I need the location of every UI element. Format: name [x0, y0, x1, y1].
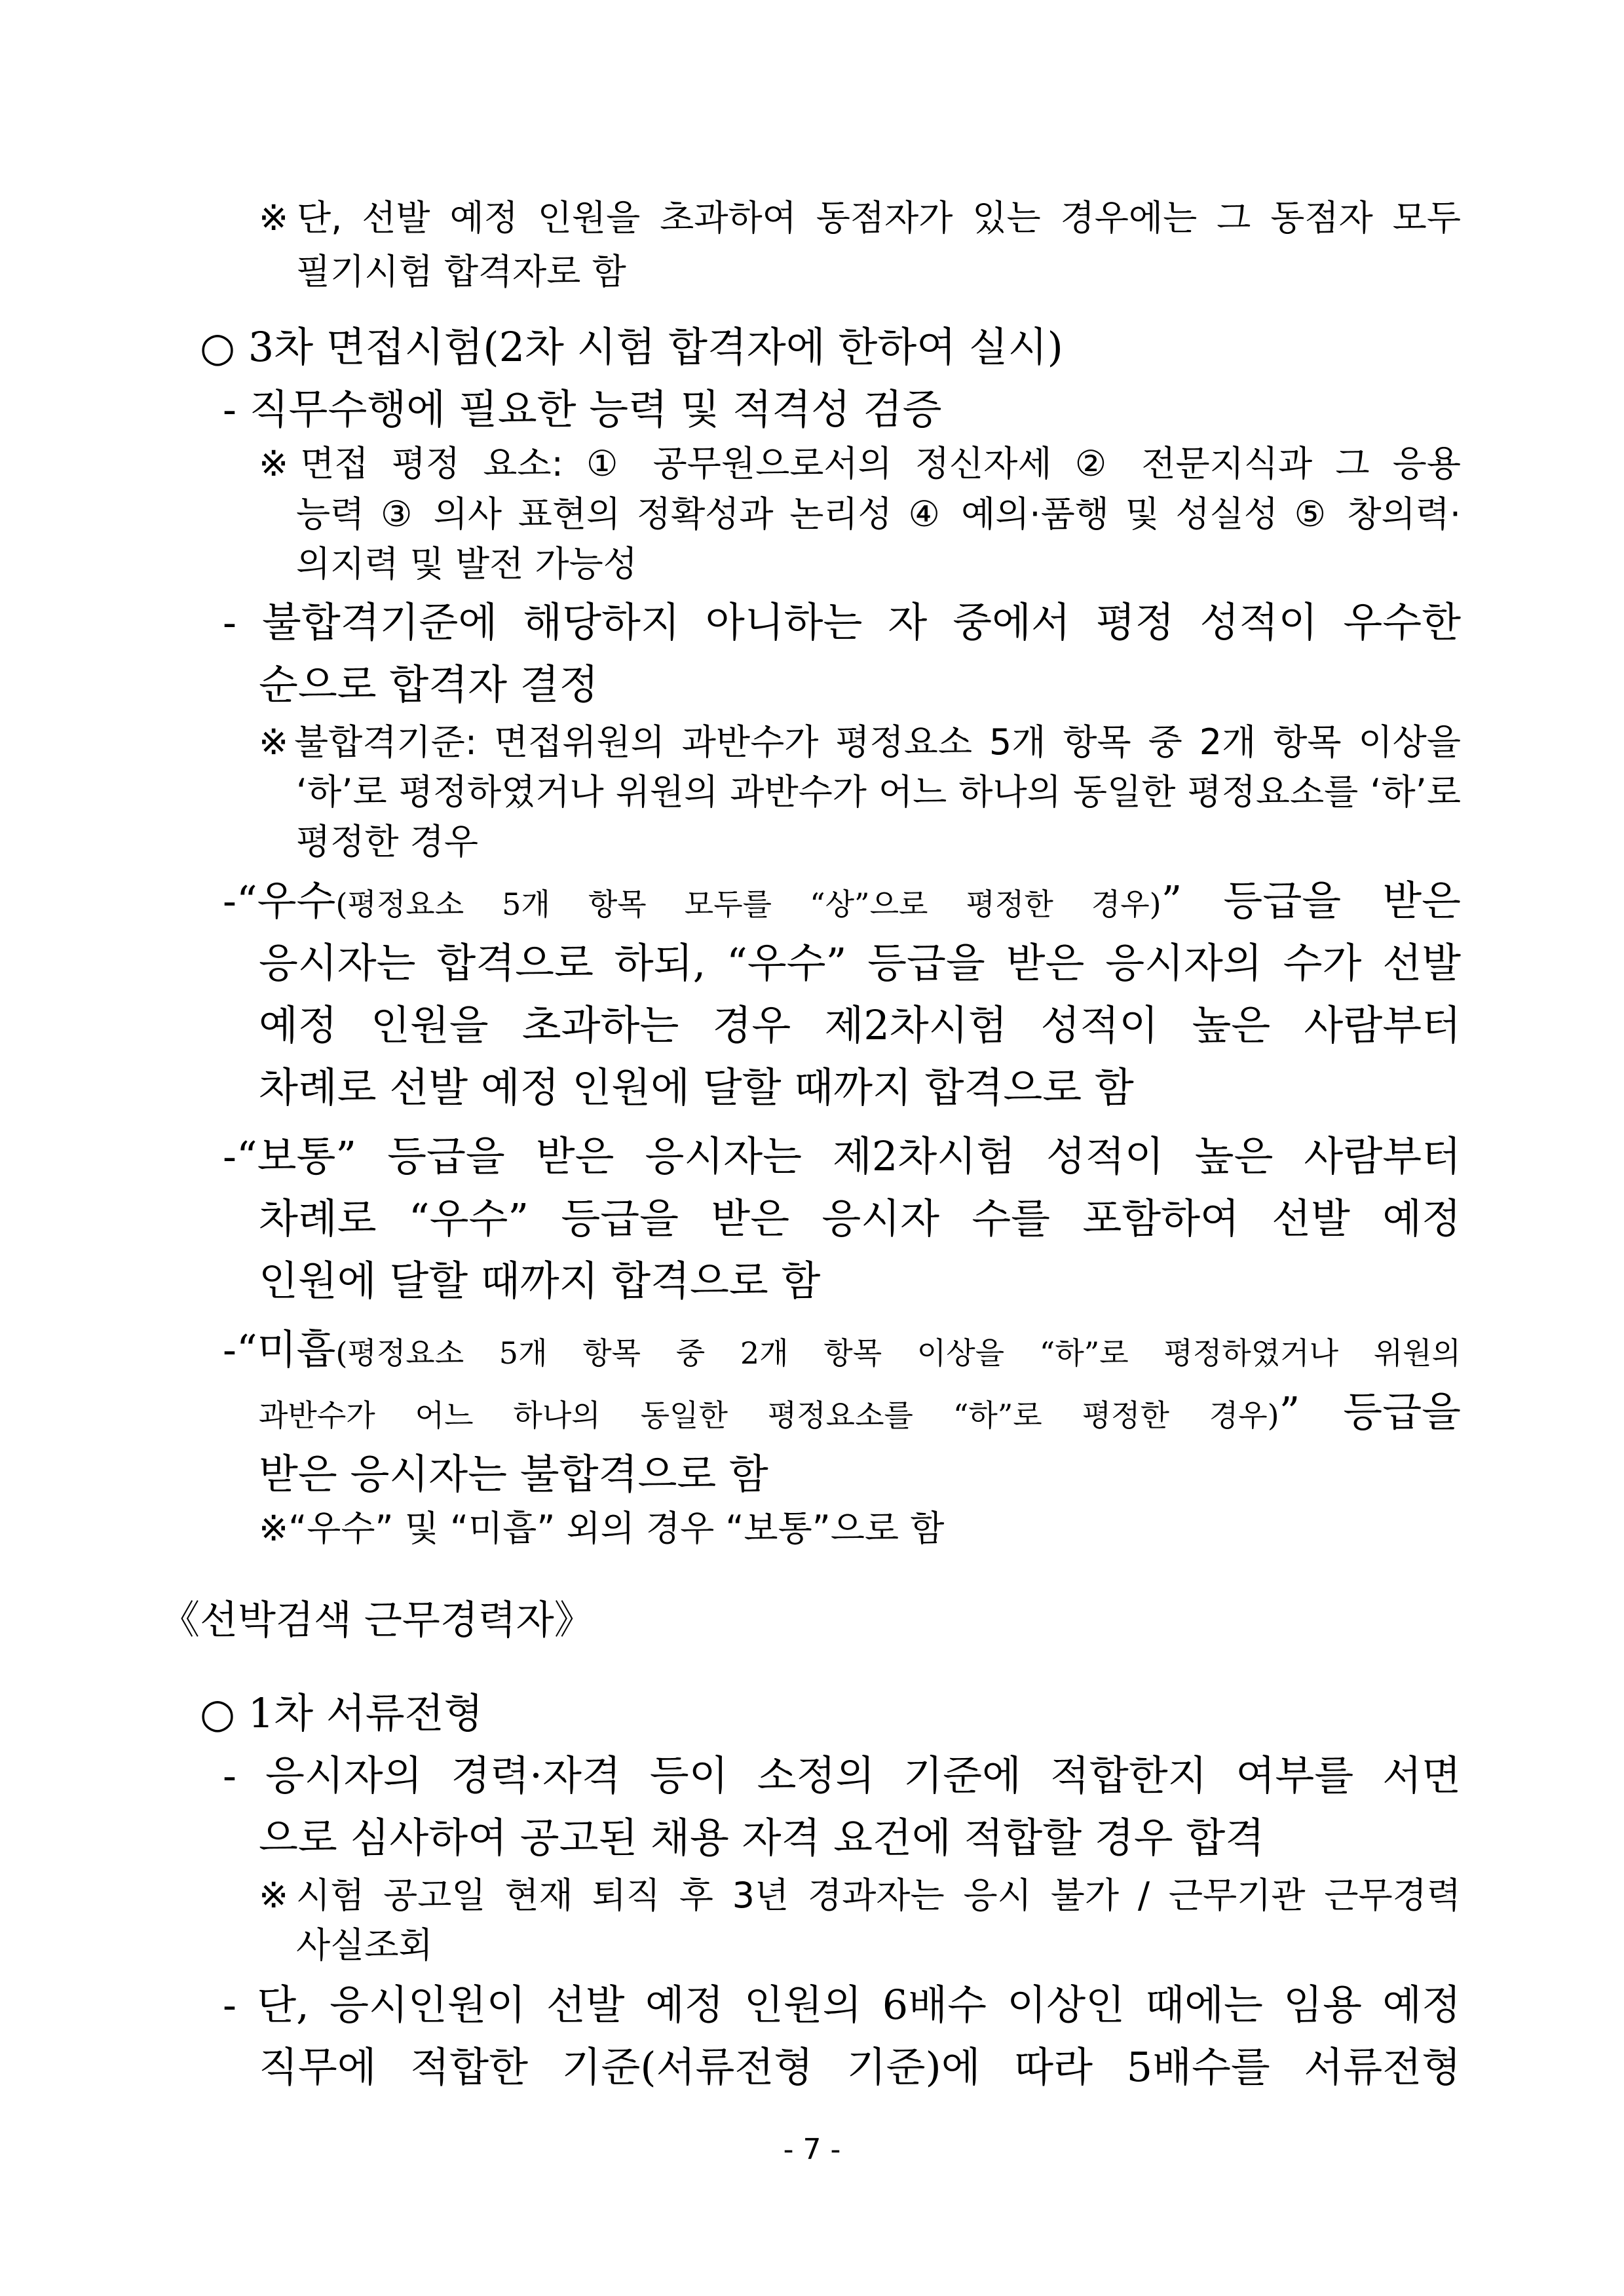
bullet-applicant-multiple: - 단, 응시인원이 선발 예정 인원의 6배수 이상인 때에는 임용 예정 — [223, 1981, 1461, 2029]
heading-document-screening: ○ 1차 서류전형 — [200, 1689, 483, 1737]
bullet-document-review-cont: 으로 심사하여 공고된 채용 자격 요건에 적합할 경우 합격 — [259, 1814, 1265, 1862]
note-interview-criteria-cont2: 의지력 및 발전 가능성 — [296, 543, 637, 584]
bullet-poor-grade-paren: (평정요소 5개 항목 중 2개 항목 이상을 “하”로 평정하였거나 위원의 — [335, 1335, 1461, 1371]
bullet-excellent-grade-lead: -“우수 — [223, 877, 336, 925]
bullet-poor-grade-cont1-paren: 과반수가 어느 하나의 동일한 평정요소를 “하”로 평정한 경우) — [259, 1398, 1279, 1433]
bullet-pass-decision: - 불합격기준에 해당하지 아니하는 자 중에서 평정 성적이 우수한 — [223, 598, 1461, 646]
note-interview-criteria-cont1: 능력 ③ 의사 표현의 정확성과 논리성 ④ 예의·품행 및 성실성 ⑤ 창의력· — [296, 493, 1461, 535]
bullet-normal-grade: -“보통” 등급을 받은 응시자는 제2차시험 성적이 높은 사람부터 — [223, 1132, 1461, 1180]
bullet-applicant-multiple-cont: 직무에 적합한 기준(서류전형 기준)에 따라 5배수를 서류전형 — [259, 2043, 1461, 2091]
note-retirement-limit: ※시험 공고일 현재 퇴직 후 3년 경과자는 응시 불가 / 근무기관 근무경력 — [259, 1875, 1461, 1916]
note-tie-breaker-cont: 필기시험 합격자로 함 — [296, 251, 626, 292]
note-normal-default: ※“우수” 및 “미흡” 외의 경우 “보통”으로 함 — [259, 1508, 945, 1549]
bullet-document-review: - 응시자의 경력·자격 등이 소정의 기준에 적합한지 여부를 서면 — [223, 1751, 1461, 1799]
bullet-poor-grade — [223, 1317, 1461, 1375]
heading-interview-exam: ○ 3차 면접시험(2차 시험 합격자에 한하여 실시) — [200, 323, 1063, 371]
section-title-ship-search: 《선박검색 근무경력자》 — [161, 1598, 594, 1643]
bullet-job-capability: - 직무수행에 필요한 능력 및 적격성 검증 — [223, 385, 942, 433]
page-number: - 7 - — [783, 2133, 841, 2166]
bullet-poor-grade-cont2: 받은 응시자는 불합격으로 함 — [259, 1450, 768, 1498]
bullet-excellent-grade-cont2: 예정 인원을 초과하는 경우 제2차시험 성적이 높은 사람부터 — [259, 1001, 1461, 1049]
note-fail-criteria-cont1: ‘하’로 평정하였거나 위원의 과반수가 어느 하나의 동일한 평정요소를 ‘하’로 — [296, 771, 1461, 813]
bullet-poor-grade-cont1-tail: ” 등급을 — [1279, 1388, 1461, 1436]
bullet-excellent-grade — [223, 868, 1461, 927]
note-retirement-limit-cont: 사실조회 — [296, 1924, 433, 1966]
bullet-excellent-grade-paren: (평정요소 5개 항목 모두를 “상”으로 평정한 경우) — [335, 887, 1161, 922]
bullet-excellent-grade-tail: ” 등급을 받은 — [1161, 877, 1461, 925]
bullet-normal-grade-cont1: 차례로 “우수” 등급을 받은 응시자 수를 포함하여 선발 예정 — [259, 1195, 1461, 1242]
bullet-excellent-grade-cont3: 차례로 선발 예정 인원에 달할 때까지 합격으로 함 — [259, 1063, 1134, 1111]
note-tie-breaker: ※단, 선발 예정 인원을 초과하여 동점자가 있는 경우에는 그 동점자 모두 — [259, 197, 1461, 239]
bullet-poor-grade-cont1 — [259, 1379, 1461, 1438]
bullet-excellent-grade-cont1: 응시자는 합격으로 하되, “우수” 등급을 받은 응시자의 수가 선발 — [259, 939, 1461, 987]
note-interview-criteria: ※면접 평정 요소: ① 공무원으로서의 정신자세 ② 전문지식과 그 응용 — [259, 443, 1461, 484]
bullet-pass-decision-cont: 순으로 합격자 결정 — [259, 660, 599, 708]
bullet-poor-grade-lead: -“미흡 — [223, 1326, 336, 1373]
note-fail-criteria: ※불합격기준: 면접위원의 과반수가 평정요소 5개 항목 중 2개 항목 이상을 — [259, 721, 1461, 763]
note-fail-criteria-cont2: 평정한 경우 — [296, 821, 478, 862]
bullet-normal-grade-cont2: 인원에 달할 때까지 합격으로 함 — [259, 1257, 821, 1305]
